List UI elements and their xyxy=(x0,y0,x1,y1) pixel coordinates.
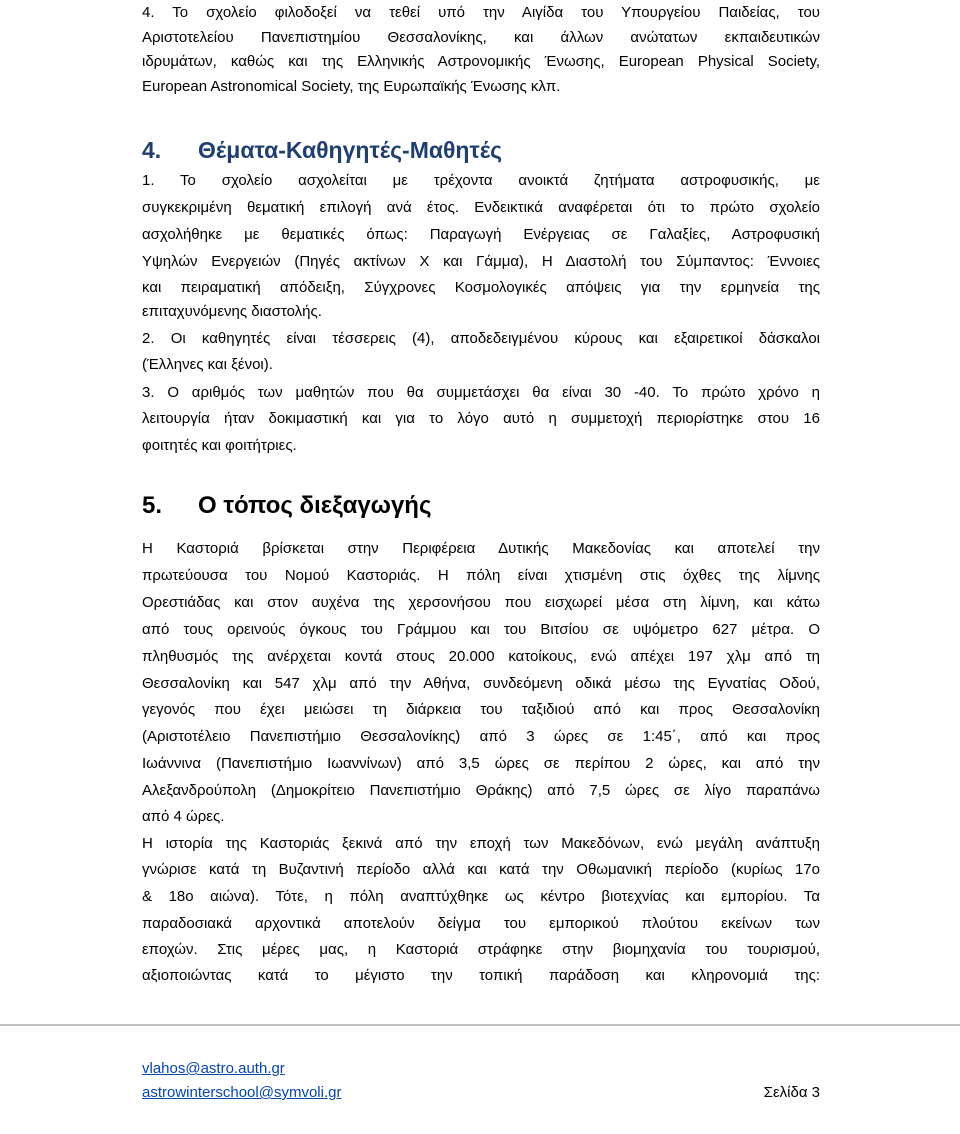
section-5-line: (Αριστοτέλειο Πανεπιστήμιο Θεσσαλονίκης) από 3 ώρες σε 1:45΄, από και προς xyxy=(142,728,820,745)
section-4-line: φοιτητές και φοιτήτριες. xyxy=(142,437,297,454)
section-5-line: πρωτεύουσα του Νομού Καστοριάς. Η πόλη είναι χτισμένη στις όχθες της λίμνης xyxy=(142,567,820,584)
section-5-line: από 4 ώρες. xyxy=(142,808,225,825)
intro-line: 4. Το σχολείο φιλοδοξεί να τεθεί υπό την Αιγίδα του Υπουργείου Παιδείας, του xyxy=(142,4,820,21)
section-5-heading xyxy=(142,487,431,525)
footer-email-row xyxy=(142,1057,820,1081)
section-4-line: 3. Ο αριθμός των μαθητών που θα συμμετάσχει θα είναι 30 -40. Το πρώτο χρόνο η xyxy=(142,384,820,401)
section-5-line: Η ιστορία της Καστοριάς ξεκινά από την εποχή των Μακεδόνων, ενώ μεγάλη ανάπτυξη xyxy=(142,835,820,852)
section-5-line: πληθυσμός της ανέρχεται κοντά στους 20.000 κατοίκους, ενώ απέχει 197 χλμ από τη xyxy=(142,648,820,665)
section-5-line: γνώρισε κατά τη Βυζαντινή περίοδο αλλά και κατά την Οθωμανική περίοδο (κυρίως 17ο xyxy=(142,861,820,878)
section-4-line: 1. Το σχολείο ασχολείται με τρέχοντα ανοικτά ζητήματα αστροφυσικής, με xyxy=(142,172,820,189)
footer-divider xyxy=(0,1024,960,1026)
section-5-title: Ο τόπος διεξαγωγής xyxy=(198,492,432,519)
section-5-line: Η Καστοριά βρίσκεται στην Περιφέρεια Δυτικής Μακεδονίας και αποτελεί την xyxy=(142,540,820,557)
section-4-number: 4. xyxy=(142,137,162,163)
section-4-line: Υψηλών Ενεργειών (Πηγές ακτίνων Χ και Γάμμα), Η Διαστολή του Σύμπαντος: Έννοιες xyxy=(142,253,820,270)
section-5-line: παραδοσιακά αρχοντικά αποτελούν δείγμα του εμπορικού πλούτου εκείνων των xyxy=(142,915,820,932)
section-5-line: Αλεξανδρούπολη (Δημοκρίτειο Πανεπιστήμιο Θράκης) από 7,5 ώρες σε λίγο παραπάνω xyxy=(142,782,820,799)
section-5-line: γεγονός που έχει μειώσει τη διάρκεια του ταξιδιού από και προς Θεσσαλονίκη xyxy=(142,701,820,718)
section-5-line: από τους ορεινούς όγκους του Γράμμου και του Βιτσίου σε υψόμετρο 627 μέτρα. Ο xyxy=(142,621,820,638)
section-4-heading xyxy=(142,133,502,167)
section-4-line: συγκεκριμένη θεματική επιλογή ανά έτος. Ενδεικτικά αναφέρεται ότι το πρώτο σχολείο xyxy=(142,199,820,216)
section-5-line: Ιωάννινα (Πανεπιστήμιο Ιωαννίνων) από 3,5 ώρες σε περίπου 2 ώρες, και από την xyxy=(142,755,820,772)
section-4-line: ασχολήθηκε με θεματικές όπως: Παραγωγή Ενέργειας σε Γαλαξίες, Αστροφυσική xyxy=(142,226,820,243)
section-4-line: και πειραματική απόδειξη, Σύγχρονες Κοσμολογικές απόψεις για την ερμηνεία της xyxy=(142,279,820,296)
intro-line: European Astronomical Society, της Ευρωπαϊκής Ένωσης κλπ. xyxy=(142,78,561,95)
footer-bottom-row xyxy=(142,1081,820,1105)
page-number: Σελίδα 3 xyxy=(763,1084,820,1101)
email-link-vlahos[interactable]: vlahos@astro.auth.gr xyxy=(142,1060,285,1077)
section-4-line: λειτουργία ήταν δοκιμαστική και για το λόγο αυτό η συμμετοχή περιορίστηκε στου 16 xyxy=(142,410,820,427)
intro-line: ιδρυμάτων, καθώς και της Ελληνικής Αστρονομικής Ένωσης, European Physical Society, xyxy=(142,53,820,70)
section-5-line: Ορεστιάδας και στον αυχένα της χερσονήσου που εισχωρεί μέσα στη λίμνη, και κάτω xyxy=(142,594,820,611)
section-4-line: επιταχυνόμενης διαστολής. xyxy=(142,303,322,320)
email-link-astrowinterschool[interactable]: astrowinterschool@symvoli.gr xyxy=(142,1084,342,1101)
intro-line: Αριστοτελείου Πανεπιστημίου Θεσσαλονίκης, και άλλων ανώτατων εκπαιδευτικών xyxy=(142,29,820,46)
section-4-line: 2. Οι καθηγητές είναι τέσσερεις (4), αποδεδειγμένου κύρους και εξαιρετικοί δάσκαλοι xyxy=(142,330,820,347)
section-5-line: Θεσσαλονίκη και 547 χλμ από την Αθήνα, συνδεόμενη οδικά μέσω της Εγνατίας Οδού, xyxy=(142,675,820,692)
section-5-number: 5. xyxy=(142,492,163,519)
section-5-line: & 18ο αιώνα). Τότε, η πόλη αναπτύχθηκε ως κέντρο βιοτεχνίας και εμπορίου. Τα xyxy=(142,888,820,905)
section-4-line: (Έλληνες και ξένοι). xyxy=(142,356,273,373)
section-5-line: εποχών. Στις μέρες μας, η Καστοριά στράφηκε στην βιομηχανία του τουρισμού, xyxy=(142,941,820,958)
section-5-line: αξιοποιώντας κατά το μέγιστο την τοπική παράδοση και κληρονομιά της: xyxy=(142,967,820,984)
section-4-title: Θέματα-Καθηγητές-Μαθητές xyxy=(198,137,503,163)
